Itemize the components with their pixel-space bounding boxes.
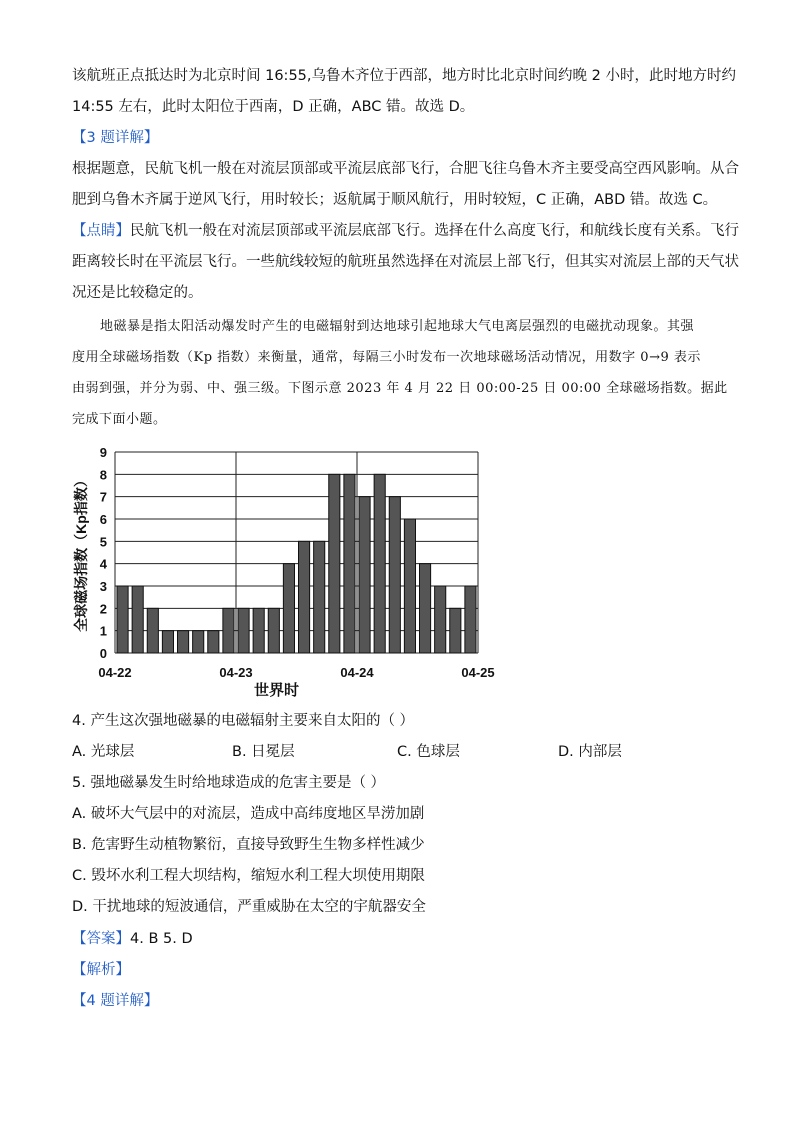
- q5-option-a: A. 破坏大气层中的对流层，造成中高纬度地区旱涝加剧: [72, 806, 425, 822]
- bar-6: [208, 631, 219, 653]
- kp-index-chart: [60, 440, 520, 700]
- bar-4: [178, 631, 189, 653]
- y-tick-label-5: 5: [99, 534, 107, 550]
- y-tick-label-6: 6: [99, 512, 107, 527]
- dianjing-line: [72, 221, 739, 241]
- explanation-line-4: 肥到乌鲁木齐属于逆风飞行，用时较长；返航属于顺风航行，用时较短，C 正确，ABD 错。故选 C。: [72, 192, 718, 208]
- bar-13: [314, 541, 325, 653]
- analysis-header: 【解析】: [72, 962, 130, 978]
- y-axis-label: 全球磁场指数（Kp指数）: [73, 473, 89, 632]
- bar-22: [450, 608, 461, 653]
- bar-3: [162, 631, 173, 653]
- question-4-header: 【4 题详解】: [72, 993, 159, 1009]
- bar-1: [132, 586, 143, 653]
- bar-0: [117, 586, 128, 653]
- bar-17: [374, 474, 385, 653]
- explanation-line-6: 距离较长时在平流层飞行。一些航线较短的航班虽然选择在对流层上部飞行，但其实对流层上部的天气状: [72, 254, 739, 270]
- x-tick-label-3: 04-25: [461, 665, 495, 680]
- x-tick-label-1: 04-23: [219, 665, 253, 680]
- question-3-header: 【3 题详解】: [72, 130, 159, 146]
- bar-7: [223, 608, 234, 653]
- bar-9: [253, 608, 264, 653]
- y-tick-label-8: 8: [99, 467, 107, 483]
- bar-21: [435, 586, 446, 653]
- y-tick-label-2: 2: [99, 601, 107, 617]
- question-5: 5. 强地磁暴发生时给地球造成的危害主要是（ ）: [72, 775, 386, 791]
- explanation-line-3: 根据题意，民航飞机一般在对流层顶部或平流层底部飞行，合肥飞往乌鲁木齐主要受高空西风影响。从合: [72, 161, 739, 177]
- bar-15: [344, 474, 355, 653]
- bar-11: [283, 564, 294, 653]
- bar-2: [147, 608, 158, 653]
- q5-option-b: B. 危害野生动植物繁衍，直接导致野生生物多样性减少: [72, 837, 425, 853]
- question-4: 4. 产生这次强地磁暴的电磁辐射主要来自太阳的（ ）: [72, 713, 415, 729]
- bar-18: [389, 497, 400, 653]
- bar-8: [238, 608, 249, 653]
- q5-option-d: D. 干扰地球的短波通信，严重威胁在太空的宇航器安全: [72, 899, 426, 915]
- intro-paragraph-line-3: 由弱到强，并分为弱、中、强三级。下图示意 2023 年 4 月 22 日 00:00-25 日 00:00 全球磁场指数。据此: [72, 381, 728, 396]
- bar-14: [329, 474, 340, 653]
- x-axis-label: 世界时: [253, 682, 300, 699]
- explanation-line-1: 该航班正点抵达时为北京时间 16:55,乌鲁木齐位于西部，地方时比北京时间约晚 2 小时，此时地方时约: [72, 68, 736, 84]
- y-tick-label-3: 3: [99, 579, 107, 594]
- bar-19: [404, 519, 415, 653]
- answer-text: 4. B 5. D: [130, 931, 193, 947]
- intro-paragraph-line-1: 地磁暴是指太阳活动爆发时产生的电磁辐射到达地球引起地球大气电离层强烈的电磁扰动现象。其强: [100, 319, 695, 334]
- y-tick-label-9: 9: [99, 445, 107, 460]
- bar-10: [268, 608, 279, 653]
- x-tick-label-0: 04-22: [98, 665, 132, 680]
- explanation-line-7: 况还是比较稳定的。: [72, 285, 203, 301]
- intro-paragraph-line-2: 度用全球磁场指数（Kp 指数）来衡量，通常，每隔三小时发布一次地球磁场活动情况，用数字 0→9 表示: [72, 350, 701, 365]
- bar-5: [193, 631, 204, 653]
- q4-option-a: A. 光球层: [72, 744, 135, 760]
- y-tick-label-1: 1: [99, 623, 107, 639]
- bar-20: [420, 564, 431, 653]
- bar-12: [299, 541, 310, 653]
- x-tick-label-2: 04-24: [340, 665, 374, 680]
- q4-option-b: B. 日冕层: [232, 744, 295, 760]
- bar-16: [359, 497, 370, 653]
- q4-option-c: C. 色球层: [397, 744, 460, 760]
- intro-paragraph-line-4: 完成下面小题。: [72, 412, 167, 427]
- dianjing-text: 民航飞机一般在对流层顶部或平流层底部飞行。选择在什么高度飞行，和航线长度有关系。飞行: [130, 223, 739, 239]
- dianjing-label: 【点睛】: [72, 223, 130, 239]
- q5-option-c: C. 毁坏水利工程大坝结构，缩短水利工程大坝使用期限: [72, 868, 425, 884]
- q4-option-d: D. 内部层: [558, 744, 622, 760]
- answer-line: [72, 929, 193, 949]
- y-tick-label-0: 0: [99, 646, 107, 661]
- y-tick-label-7: 7: [99, 489, 107, 505]
- explanation-line-2: 14:55 左右，此时太阳位于西南，D 正确，ABC 错。故选 D。: [72, 99, 475, 115]
- bar-23: [465, 586, 476, 653]
- y-tick-label-4: 4: [99, 556, 107, 572]
- answer-label: 【答案】: [72, 931, 130, 947]
